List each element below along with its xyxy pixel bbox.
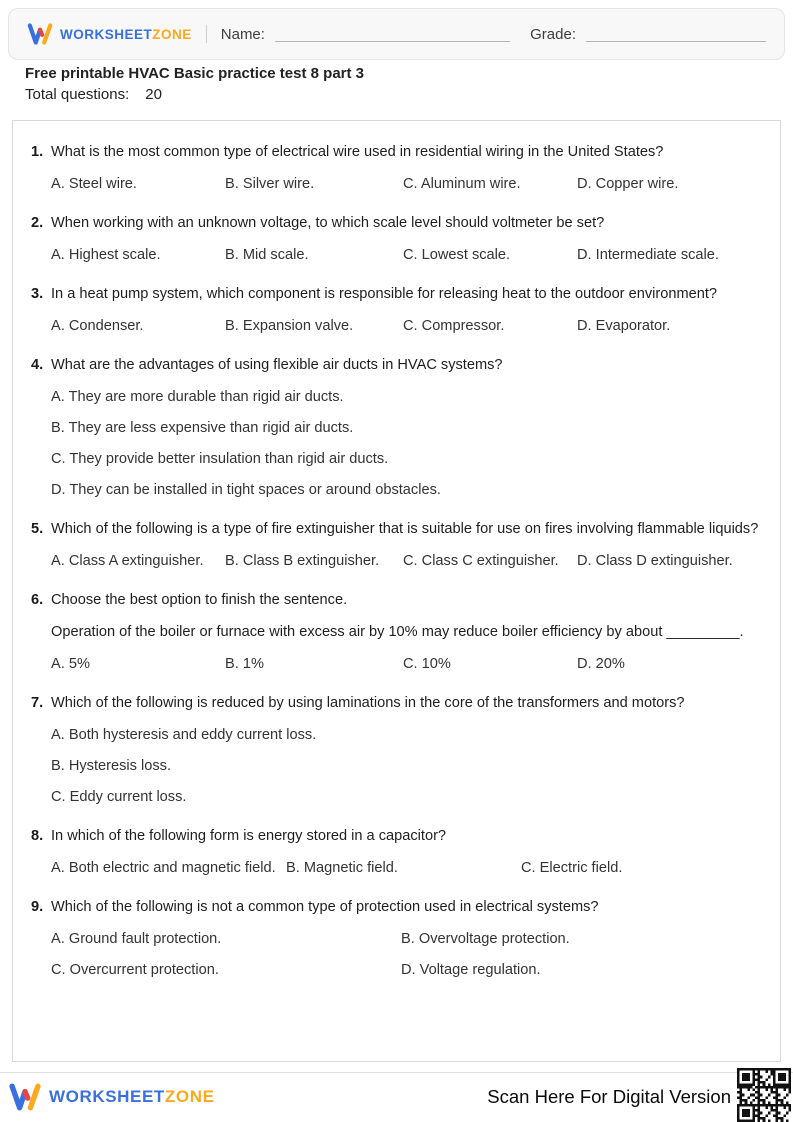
question-block <box>31 591 762 674</box>
question-text: Which of the following is reduced by using laminations in the core of the transformers and motors? <box>51 695 685 711</box>
answer-option: B. Magnetic field. <box>286 860 398 876</box>
footer-content <box>8 1072 731 1122</box>
footer-brand-name-worksheet: WORKSHEET <box>49 1087 165 1106</box>
answer-option: D. They can be installed in tight spaces or around obstacles. <box>51 482 441 498</box>
answer-option: B. Silver wire. <box>225 176 315 192</box>
answer-option: A. Condenser. <box>51 318 144 334</box>
question-number: 4. <box>31 357 44 373</box>
answer-option: D. Class D extinguisher. <box>577 553 733 569</box>
answer-option: D. 20% <box>577 656 625 672</box>
footer-brand-name <box>49 1087 215 1107</box>
grade-writein-line <box>586 26 766 42</box>
answer-option: A. Both hysteresis and eddy current loss. <box>51 727 317 743</box>
qr-code <box>737 1068 791 1122</box>
question-block <box>31 285 762 336</box>
options-row <box>51 388 762 500</box>
answer-option: A. They are more durable than rigid air ducts. <box>51 389 344 405</box>
answer-option: C. Compressor. <box>403 318 505 334</box>
answer-option: B. Expansion valve. <box>225 318 354 334</box>
brand-w-icon <box>27 23 53 45</box>
question-number: 2. <box>31 215 44 231</box>
question-block <box>31 827 762 878</box>
total-questions-value: 20 <box>145 86 162 103</box>
question-block <box>31 898 762 980</box>
answer-option: C. 10% <box>403 656 451 672</box>
total-questions-line <box>25 85 768 105</box>
scan-here-text: Scan Here For Digital Version <box>487 1086 731 1107</box>
title-block <box>25 64 768 105</box>
answer-option: B. 1% <box>225 656 264 672</box>
question-body-text: Operation of the boiler or furnace with excess air by 10% may reduce boiler efficiency by about _________. <box>51 624 744 640</box>
brand-name-zone: ZONE <box>152 26 192 42</box>
answer-option: B. They are less expensive than rigid air ducts. <box>51 420 354 436</box>
question-block <box>31 214 762 265</box>
answer-option: A. Highest scale. <box>51 247 161 263</box>
options-row <box>51 317 762 336</box>
options-row <box>51 930 762 980</box>
question-text: What are the advantages of using flexible air ducts in HVAC systems? <box>51 357 503 373</box>
answer-option: A. 5% <box>51 656 90 672</box>
question-text: In a heat pump system, which component is responsible for releasing heat to the outdoor environment? <box>51 286 718 302</box>
question-number: 9. <box>31 899 44 915</box>
answer-option: A. Steel wire. <box>51 176 137 192</box>
question-number: 6. <box>31 592 44 608</box>
answer-option: D. Voltage regulation. <box>401 962 541 978</box>
question-number: 1. <box>31 144 44 160</box>
footer-brand-logo <box>8 1083 215 1111</box>
answer-option: A. Ground fault protection. <box>51 931 222 947</box>
brand-logo <box>27 23 192 45</box>
answer-option: B. Hysteresis loss. <box>51 758 172 774</box>
answer-option: A. Class A extinguisher. <box>51 553 204 569</box>
question-number: 5. <box>31 521 44 537</box>
options-row <box>51 859 762 878</box>
header-divider <box>206 25 207 43</box>
brand-name <box>60 27 192 42</box>
question-number: 8. <box>31 828 44 844</box>
questions-list <box>12 120 781 1062</box>
options-row <box>51 552 762 571</box>
question-text: Which of the following is not a common type of protection used in electrical systems? <box>51 899 599 915</box>
answer-option: C. Eddy current loss. <box>51 789 187 805</box>
total-questions-label: Total questions: <box>25 86 130 103</box>
brand-name-worksheet: WORKSHEET <box>60 26 153 42</box>
name-writein-line <box>275 26 510 42</box>
question-block <box>31 694 762 807</box>
footer-brand-w-icon <box>8 1083 42 1111</box>
answer-option: C. Overcurrent protection. <box>51 962 219 978</box>
answer-option: C. Aluminum wire. <box>403 176 521 192</box>
options-row <box>51 246 762 265</box>
options-row <box>51 655 762 674</box>
answer-option: D. Intermediate scale. <box>577 247 719 263</box>
question-number: 7. <box>31 695 44 711</box>
question-text: Which of the following is a type of fire extinguisher that is suitable for use on fires involving flammable liquids? <box>51 521 759 537</box>
options-row <box>51 175 762 194</box>
header-card <box>8 8 785 60</box>
question-block <box>31 520 762 571</box>
question-text: In which of the following form is energy stored in a capacitor? <box>51 828 447 844</box>
question-text: When working with an unknown voltage, to which scale level should voltmeter be set? <box>51 215 605 231</box>
grade-label: Grade: <box>530 25 576 43</box>
answer-option: C. Lowest scale. <box>403 247 511 263</box>
answer-option: B. Overvoltage protection. <box>401 931 570 947</box>
question-block <box>31 143 762 194</box>
options-row <box>51 726 762 807</box>
question-text: Choose the best option to finish the sentence. <box>51 592 348 608</box>
footer <box>0 1072 793 1122</box>
answer-option: B. Class B extinguisher. <box>225 553 380 569</box>
footer-brand-name-zone: ZONE <box>164 1087 215 1106</box>
question-text: What is the most common type of electrical wire used in residential wiring in the United States? <box>51 144 664 160</box>
question-number: 3. <box>31 286 44 302</box>
answer-option: D. Copper wire. <box>577 176 679 192</box>
question-block <box>31 356 762 500</box>
answer-option: B. Mid scale. <box>225 247 309 263</box>
answer-option: C. Class C extinguisher. <box>403 553 559 569</box>
answer-option: C. Electric field. <box>521 860 623 876</box>
page-title: Free printable HVAC Basic practice test 8 part 3 <box>25 65 365 82</box>
name-label: Name: <box>220 25 265 43</box>
answer-option: C. They provide better insulation than rigid air ducts. <box>51 451 389 467</box>
answer-option: D. Evaporator. <box>577 318 671 334</box>
answer-option: A. Both electric and magnetic field. <box>51 860 276 876</box>
